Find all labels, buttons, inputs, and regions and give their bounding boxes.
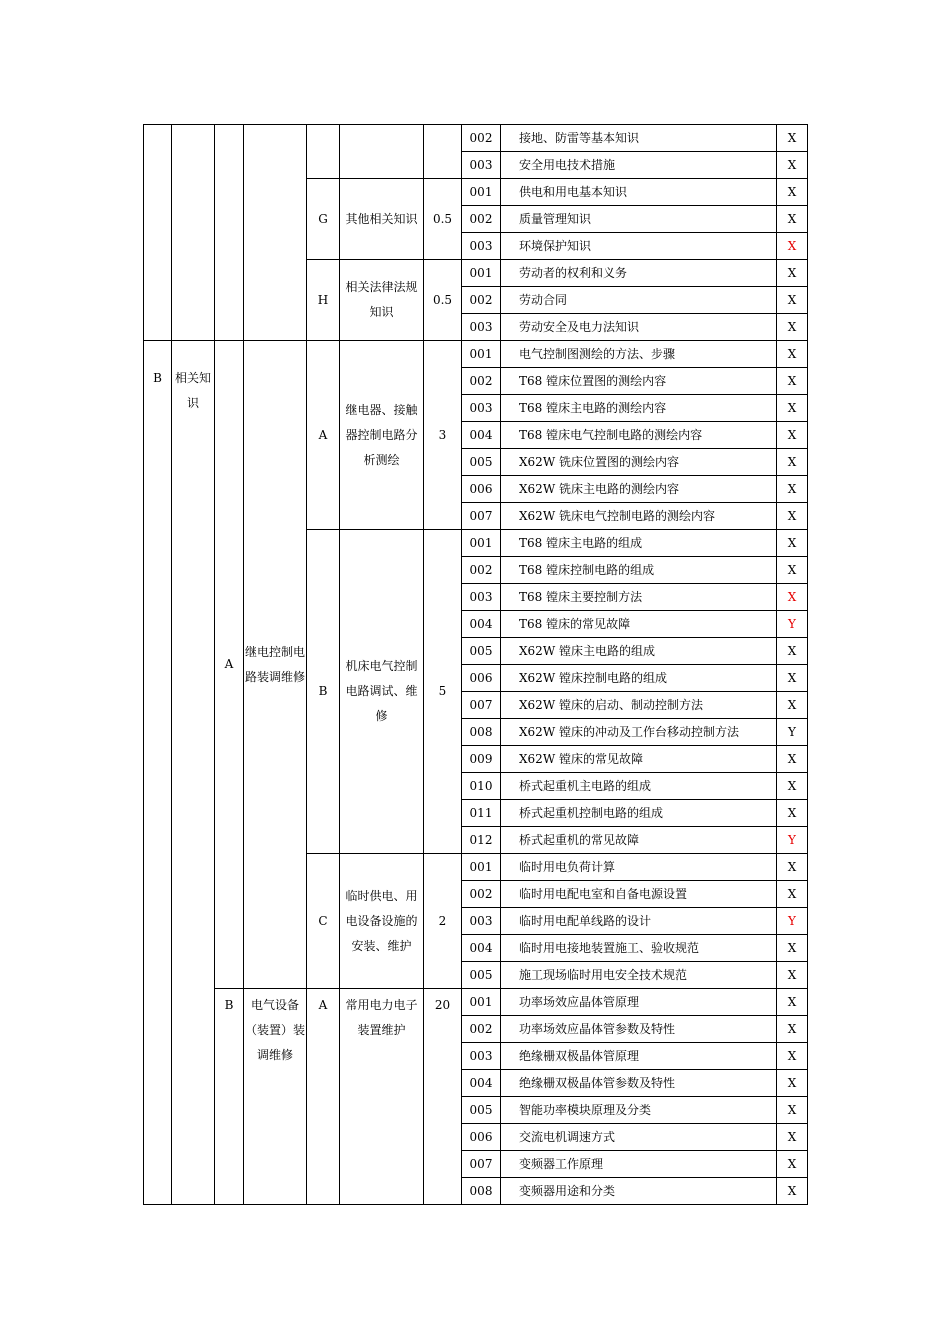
level3-code-cell-blank	[307, 125, 340, 179]
item-name: 变频器工作原理	[501, 1151, 777, 1178]
item-mark: X	[777, 179, 808, 206]
item-name: 施工现场临时用电安全技术规范	[501, 962, 777, 989]
item-name: X62W 铣床主电路的测绘内容	[501, 476, 777, 503]
item-code: 005	[462, 962, 501, 989]
item-mark: X	[777, 881, 808, 908]
item-name: T68 镗床电气控制电路的测绘内容	[501, 422, 777, 449]
item-mark: X	[777, 206, 808, 233]
item-mark: X	[777, 476, 808, 503]
item-code: 003	[462, 314, 501, 341]
item-name: T68 镗床主电路的测绘内容	[501, 395, 777, 422]
item-mark: X	[777, 1043, 808, 1070]
item-name: 供电和用电基本知识	[501, 179, 777, 206]
level3-code: G	[307, 179, 340, 260]
item-name: 绝缘栅双极晶体管原理	[501, 1043, 777, 1070]
level2-name: 电气设备（装置）装调维修	[244, 989, 307, 1205]
item-mark: X	[777, 422, 808, 449]
item-mark: X	[777, 233, 808, 260]
item-code: 002	[462, 125, 501, 152]
item-name: 桥式起重机控制电路的组成	[501, 800, 777, 827]
item-mark: X	[777, 449, 808, 476]
item-mark: X	[777, 638, 808, 665]
level3-weight: 5	[424, 530, 462, 854]
level2-code: B	[215, 989, 244, 1205]
item-mark: X	[777, 341, 808, 368]
item-mark: X	[777, 314, 808, 341]
item-mark: X	[777, 1097, 808, 1124]
item-code: 001	[462, 989, 501, 1016]
item-code: 001	[462, 530, 501, 557]
item-code: 006	[462, 1124, 501, 1151]
item-name: 临时用电配单线路的设计	[501, 908, 777, 935]
item-mark: X	[777, 935, 808, 962]
item-mark: X	[777, 1070, 808, 1097]
item-mark: X	[777, 773, 808, 800]
item-mark: X	[777, 989, 808, 1016]
item-mark: X	[777, 800, 808, 827]
item-name: 桥式起重机的常见故障	[501, 827, 777, 854]
item-name: 绝缘栅双极晶体管参数及特性	[501, 1070, 777, 1097]
item-mark: Y	[777, 719, 808, 746]
item-code: 005	[462, 449, 501, 476]
item-name: 桥式起重机主电路的组成	[501, 773, 777, 800]
level3-name: 常用电力电子装置维护	[340, 989, 424, 1205]
item-code: 012	[462, 827, 501, 854]
item-mark: X	[777, 746, 808, 773]
item-code: 009	[462, 746, 501, 773]
item-mark: X	[777, 287, 808, 314]
level3-code: C	[307, 854, 340, 989]
item-name: X62W 铣床电气控制电路的测绘内容	[501, 503, 777, 530]
knowledge-table	[143, 124, 808, 1205]
item-name: X62W 镗床主电路的组成	[501, 638, 777, 665]
item-code: 008	[462, 1178, 501, 1205]
item-code: 003	[462, 233, 501, 260]
item-mark: X	[777, 1124, 808, 1151]
item-name: 劳动安全及电力法知识	[501, 314, 777, 341]
item-code: 001	[462, 854, 501, 881]
item-mark: X	[777, 584, 808, 611]
item-name: 变频器用途和分类	[501, 1178, 777, 1205]
item-name: 安全用电技术措施	[501, 152, 777, 179]
level1-code-cell-blank	[144, 125, 172, 341]
item-name: T68 镗床控制电路的组成	[501, 557, 777, 584]
level3-weight-cell-blank	[424, 125, 462, 179]
level3-name: 其他相关知识	[340, 179, 424, 260]
item-code: 007	[462, 1151, 501, 1178]
level3-weight: 2	[424, 854, 462, 989]
item-mark: Y	[777, 908, 808, 935]
level3-name: 继电器、接触器控制电路分析测绘	[340, 341, 424, 530]
item-name: 临时用电接地装置施工、验收规范	[501, 935, 777, 962]
level3-code: A	[307, 341, 340, 530]
level3-code: B	[307, 530, 340, 854]
item-code: 004	[462, 1070, 501, 1097]
item-code: 003	[462, 908, 501, 935]
item-name: T68 镗床的常见故障	[501, 611, 777, 638]
item-code: 002	[462, 881, 501, 908]
item-mark: X	[777, 152, 808, 179]
item-code: 007	[462, 692, 501, 719]
item-code: 011	[462, 800, 501, 827]
item-code: 008	[462, 719, 501, 746]
item-code: 005	[462, 638, 501, 665]
item-name: 功率场效应晶体管原理	[501, 989, 777, 1016]
item-code: 001	[462, 260, 501, 287]
item-code: 004	[462, 935, 501, 962]
item-code: 006	[462, 476, 501, 503]
item-name: T68 镗床位置图的测绘内容	[501, 368, 777, 395]
item-name: 劳动者的权利和义务	[501, 260, 777, 287]
item-name: T68 镗床主要控制方法	[501, 584, 777, 611]
item-mark: X	[777, 125, 808, 152]
level3-name: 机床电气控制电路调试、维修	[340, 530, 424, 854]
item-code: 003	[462, 1043, 501, 1070]
level3-name: 临时供电、用电设备设施的安装、维护	[340, 854, 424, 989]
item-code: 004	[462, 422, 501, 449]
level1-name: 相关知识	[172, 341, 215, 1205]
item-name: 电气控制图测绘的方法、步骤	[501, 341, 777, 368]
item-code: 003	[462, 152, 501, 179]
item-name: 功率场效应晶体管参数及特性	[501, 1016, 777, 1043]
item-code: 007	[462, 503, 501, 530]
item-mark: Y	[777, 827, 808, 854]
item-mark: X	[777, 692, 808, 719]
level2-code-cell-blank	[215, 125, 244, 341]
item-name: X62W 镗床的冲动及工作台移动控制方法	[501, 719, 777, 746]
item-name: 接地、防雷等基本知识	[501, 125, 777, 152]
item-name: X62W 铣床位置图的测绘内容	[501, 449, 777, 476]
item-code: 005	[462, 1097, 501, 1124]
level3-name: 相关法律法规知识	[340, 260, 424, 341]
level3-weight: 0.5	[424, 179, 462, 260]
item-name: X62W 镗床的常见故障	[501, 746, 777, 773]
item-code: 001	[462, 179, 501, 206]
level3-weight: 20	[424, 989, 462, 1205]
level3-name-cell-blank	[340, 125, 424, 179]
item-name: T68 镗床主电路的组成	[501, 530, 777, 557]
level2-name: 继电控制电路装调维修	[244, 341, 307, 989]
item-mark: X	[777, 503, 808, 530]
item-mark: Y	[777, 611, 808, 638]
item-code: 006	[462, 665, 501, 692]
item-code: 003	[462, 395, 501, 422]
level3-weight: 0.5	[424, 260, 462, 341]
item-mark: X	[777, 530, 808, 557]
item-code: 002	[462, 557, 501, 584]
item-code: 002	[462, 1016, 501, 1043]
item-code: 002	[462, 287, 501, 314]
item-mark: X	[777, 368, 808, 395]
item-name: 劳动合同	[501, 287, 777, 314]
item-code: 002	[462, 206, 501, 233]
item-code: 002	[462, 368, 501, 395]
level2-name-cell-blank	[244, 125, 307, 341]
item-mark: X	[777, 395, 808, 422]
item-mark: X	[777, 557, 808, 584]
level2-code: A	[215, 341, 244, 989]
table-body	[144, 125, 808, 1205]
item-mark: X	[777, 854, 808, 881]
item-mark: X	[777, 962, 808, 989]
item-mark: X	[777, 1178, 808, 1205]
item-code: 010	[462, 773, 501, 800]
item-name: 临时用电配电室和自备电源设置	[501, 881, 777, 908]
item-mark: X	[777, 1151, 808, 1178]
item-code: 004	[462, 611, 501, 638]
level3-weight: 3	[424, 341, 462, 530]
item-code: 003	[462, 584, 501, 611]
level3-code: A	[307, 989, 340, 1205]
item-name: 临时用电负荷计算	[501, 854, 777, 881]
item-mark: X	[777, 1016, 808, 1043]
item-name: 环境保护知识	[501, 233, 777, 260]
item-mark: X	[777, 665, 808, 692]
item-name: X62W 镗床的启动、制动控制方法	[501, 692, 777, 719]
item-name: X62W 镗床控制电路的组成	[501, 665, 777, 692]
item-mark: X	[777, 260, 808, 287]
item-code: 001	[462, 341, 501, 368]
level1-code: B	[144, 341, 172, 1205]
level1-name-cell-blank	[172, 125, 215, 341]
item-name: 智能功率模块原理及分类	[501, 1097, 777, 1124]
item-name: 质量管理知识	[501, 206, 777, 233]
level3-code: H	[307, 260, 340, 341]
item-name: 交流电机调速方式	[501, 1124, 777, 1151]
